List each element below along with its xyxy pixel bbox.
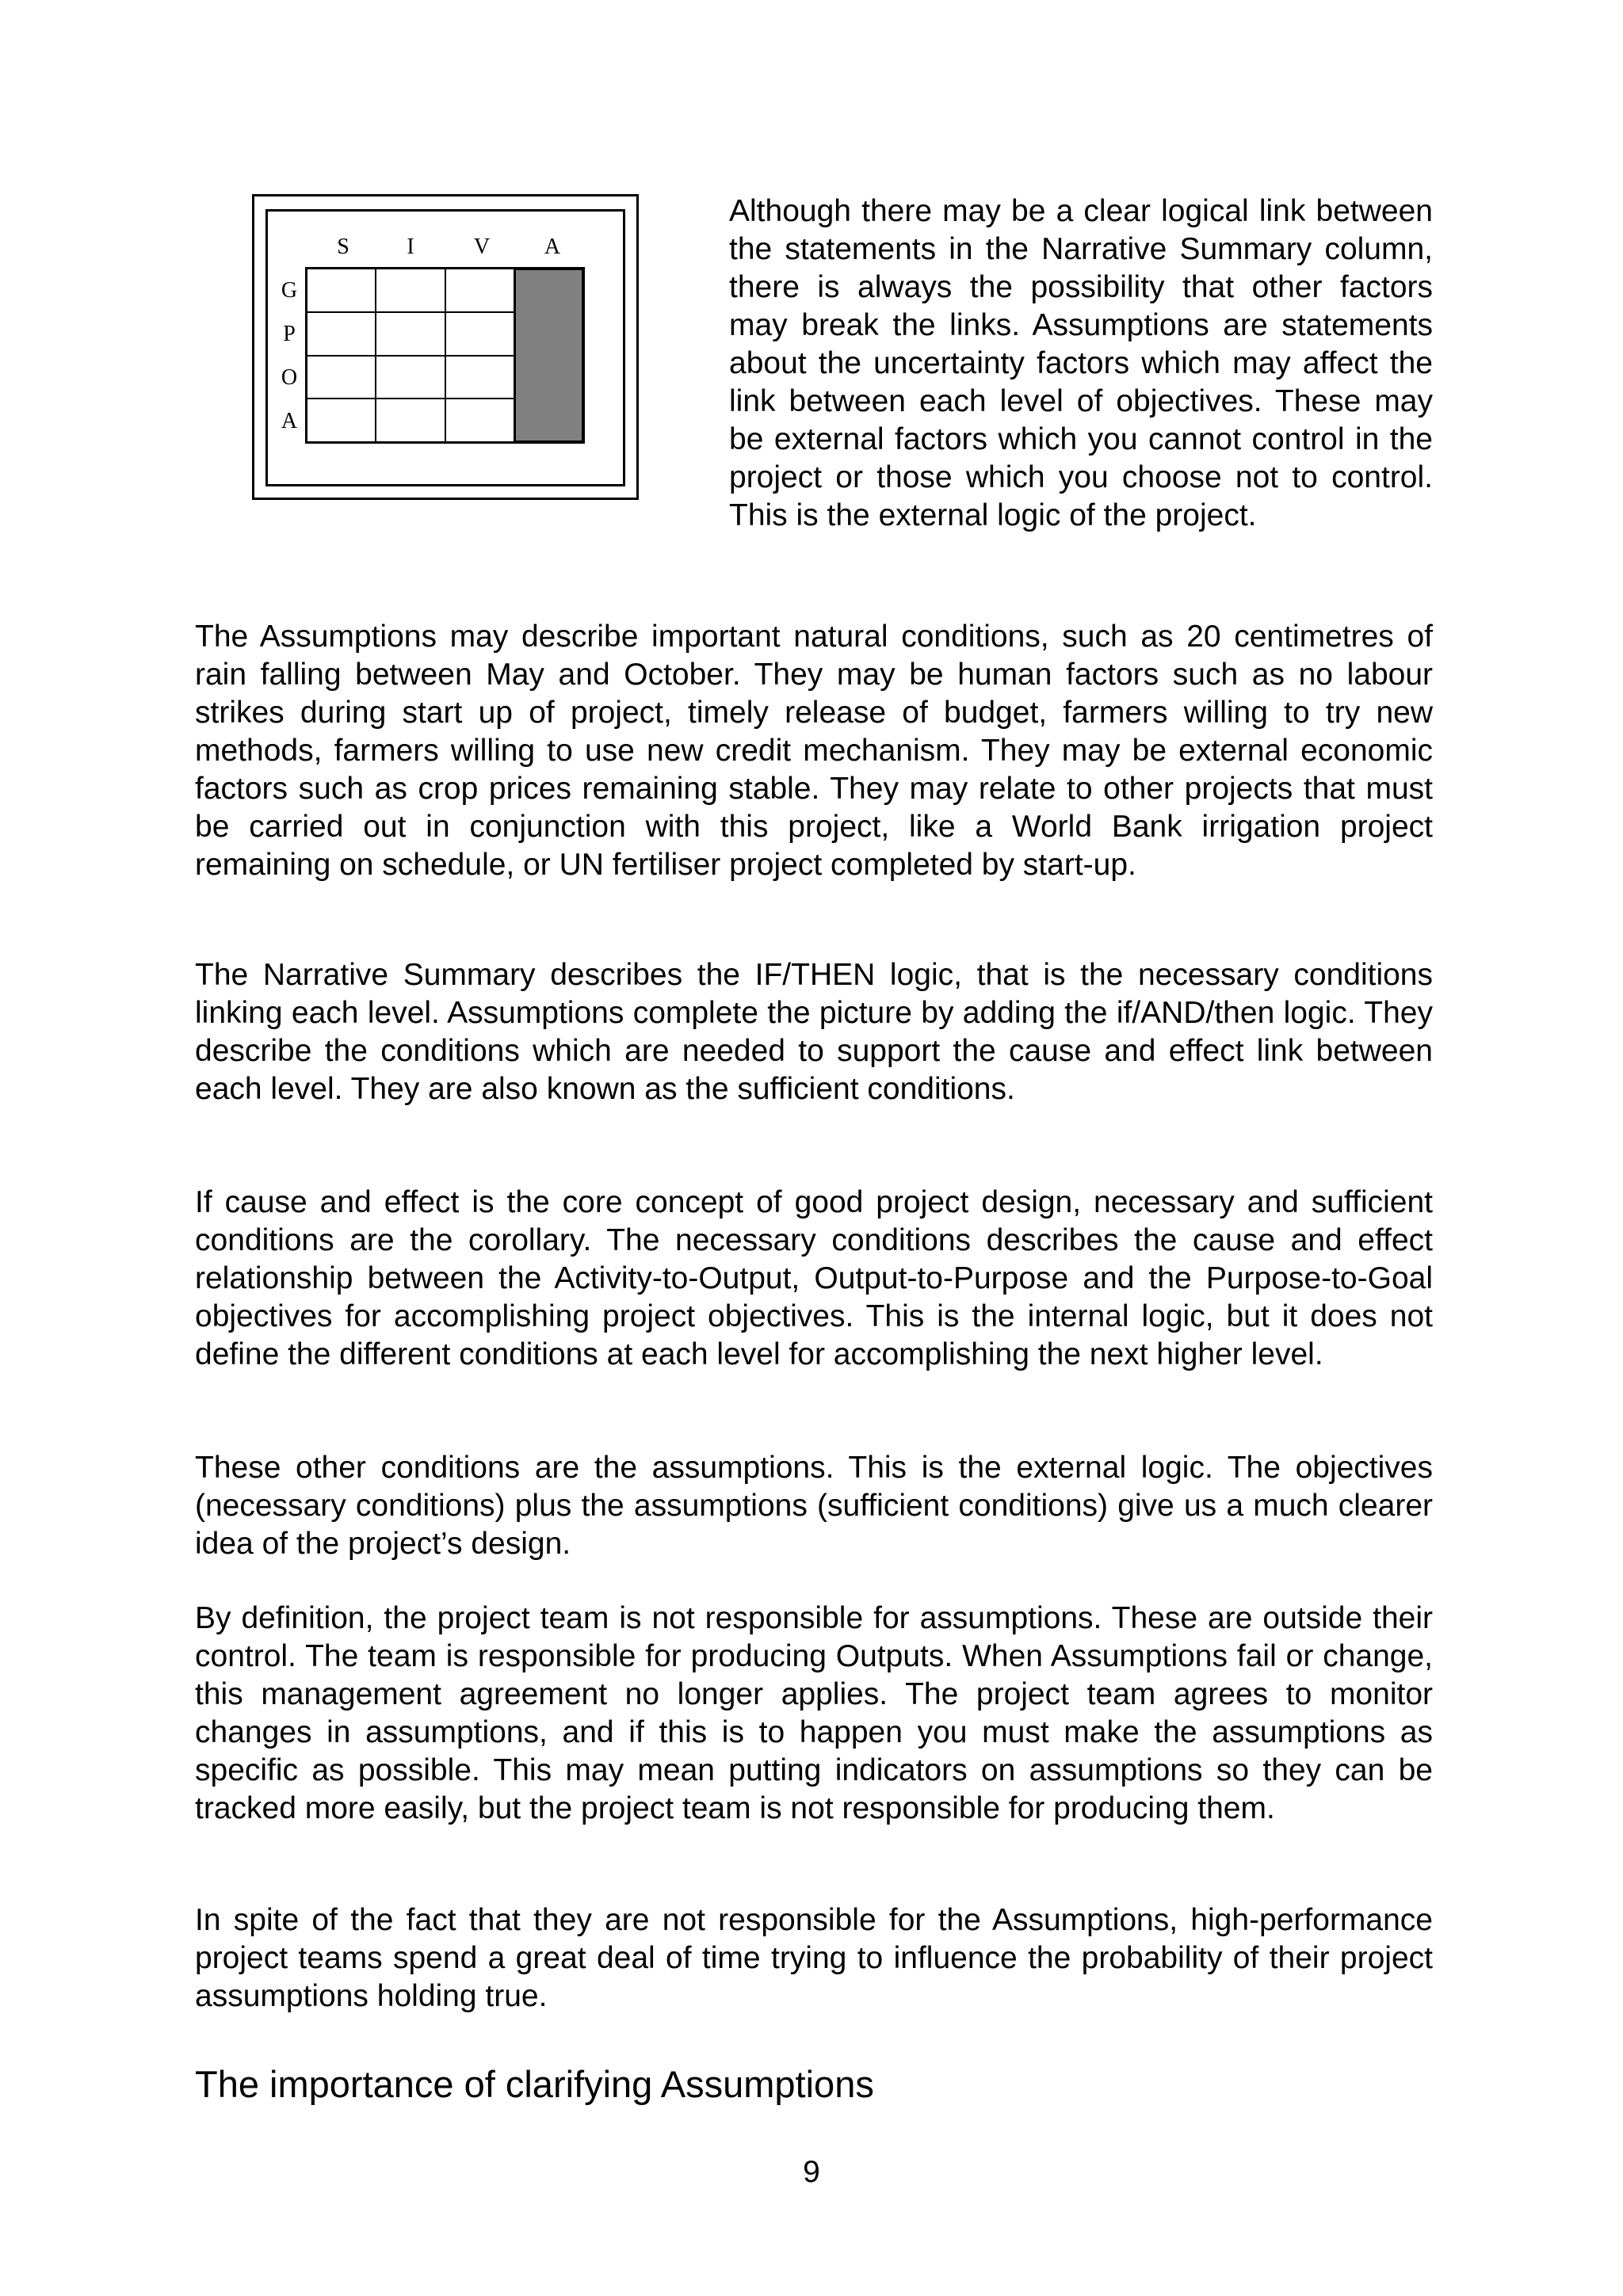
paragraph-assumptions-intro: Although there may be a clear logical link between the statements in the Narrative Summary column, there is always the possibility that other factors may break the links. Assumptions are statements about the uncertainty factors which may affect the link between each level of objectives. These may be external factors which you cannot control in the project or those which you choose not to control. This is the external logic of the project.: [729, 194, 1433, 532]
row-label-o: O: [281, 365, 298, 390]
row-label-a: A: [281, 409, 298, 433]
grid-cell: [307, 356, 376, 399]
row-label-p: P: [283, 322, 296, 346]
grid-cell: [445, 269, 514, 312]
logframe-grid: [305, 267, 585, 444]
column-label-s: S: [337, 235, 349, 259]
grid-cell: [307, 399, 376, 442]
grid-cell: [307, 269, 376, 312]
column-label-i: I: [407, 235, 414, 259]
column-label-v: V: [473, 235, 491, 259]
grid-cell: [376, 356, 445, 399]
paragraph-natural-conditions: The Assumptions may describe important natural conditions, such as 20 centimetres of rain falling between May and October. They may be human factors such as no labour strikes during start up of project, timely release of budget, farmers willing to try new methods, farmers willing to use new credit mechanism. They may be external economic factors such as crop prices remaining stable. They may relate to other projects that must be carried out in conjunction with this project, like a World Bank irrigation project remaining on schedule, or UN fertiliser project completed by start-up.: [195, 620, 1433, 882]
grid-cell: [445, 399, 514, 442]
paragraph-if-then-logic: The Narrative Summary describes the IF/THEN logic, that is the necessary conditions linking each level. Assumptions complete the picture by adding the if/AND/then logic. They describe the conditions which are needed to support the cause and effect link between each level. They are also known as the sufficient conditions.: [195, 958, 1433, 1106]
grid-cell: [376, 269, 445, 312]
page-number: 9: [803, 2155, 820, 2189]
column-label-a: A: [544, 235, 561, 259]
assumptions-column-highlight: [514, 269, 583, 442]
paragraph-influence: In spite of the fact that they are not responsible for the Assumptions, high-performance project teams spend a great deal of time trying to influence the probability of their project assumptions holding true.: [195, 1903, 1433, 2013]
row-label-g: G: [281, 278, 298, 303]
grid-cell: [376, 312, 445, 356]
grid-cell: [307, 312, 376, 356]
paragraph-external-logic: These other conditions are the assumptions. This is the external logic. The objectives (necessary conditions) plus the assumptions (sufficient conditions) give us a much clearer idea of the project’s design.: [195, 1451, 1433, 1561]
grid-cell: [376, 399, 445, 442]
paragraph-responsibility: By definition, the project team is not responsible for assumptions. These are outside their control. The team is responsible for producing Outputs. When Assumptions fail or change, this management agreement no longer applies. The project team agrees to monitor changes in assumptions, and if this is to happen you must make the assumptions as specific as possible. This may mean putting indicators on assumptions so they can be tracked more easily, but the project team is not responsible for producing them.: [195, 1601, 1433, 1825]
paragraph-cause-effect: If cause and effect is the core concept of good project design, necessary and sufficient conditions are the corollary. The necessary conditions describes the cause and effect relationship between the Activity-to-Output, Output-to-Purpose and the Purpose-to-Goal objectives for accomplishing project objectives. This is the internal logic, but it does not define the different conditions at each level for accomplishing the next higher level.: [195, 1185, 1433, 1371]
grid-cell: [445, 312, 514, 356]
grid-cell: [445, 356, 514, 399]
section-heading: The importance of clarifying Assumptions: [195, 2063, 874, 2105]
